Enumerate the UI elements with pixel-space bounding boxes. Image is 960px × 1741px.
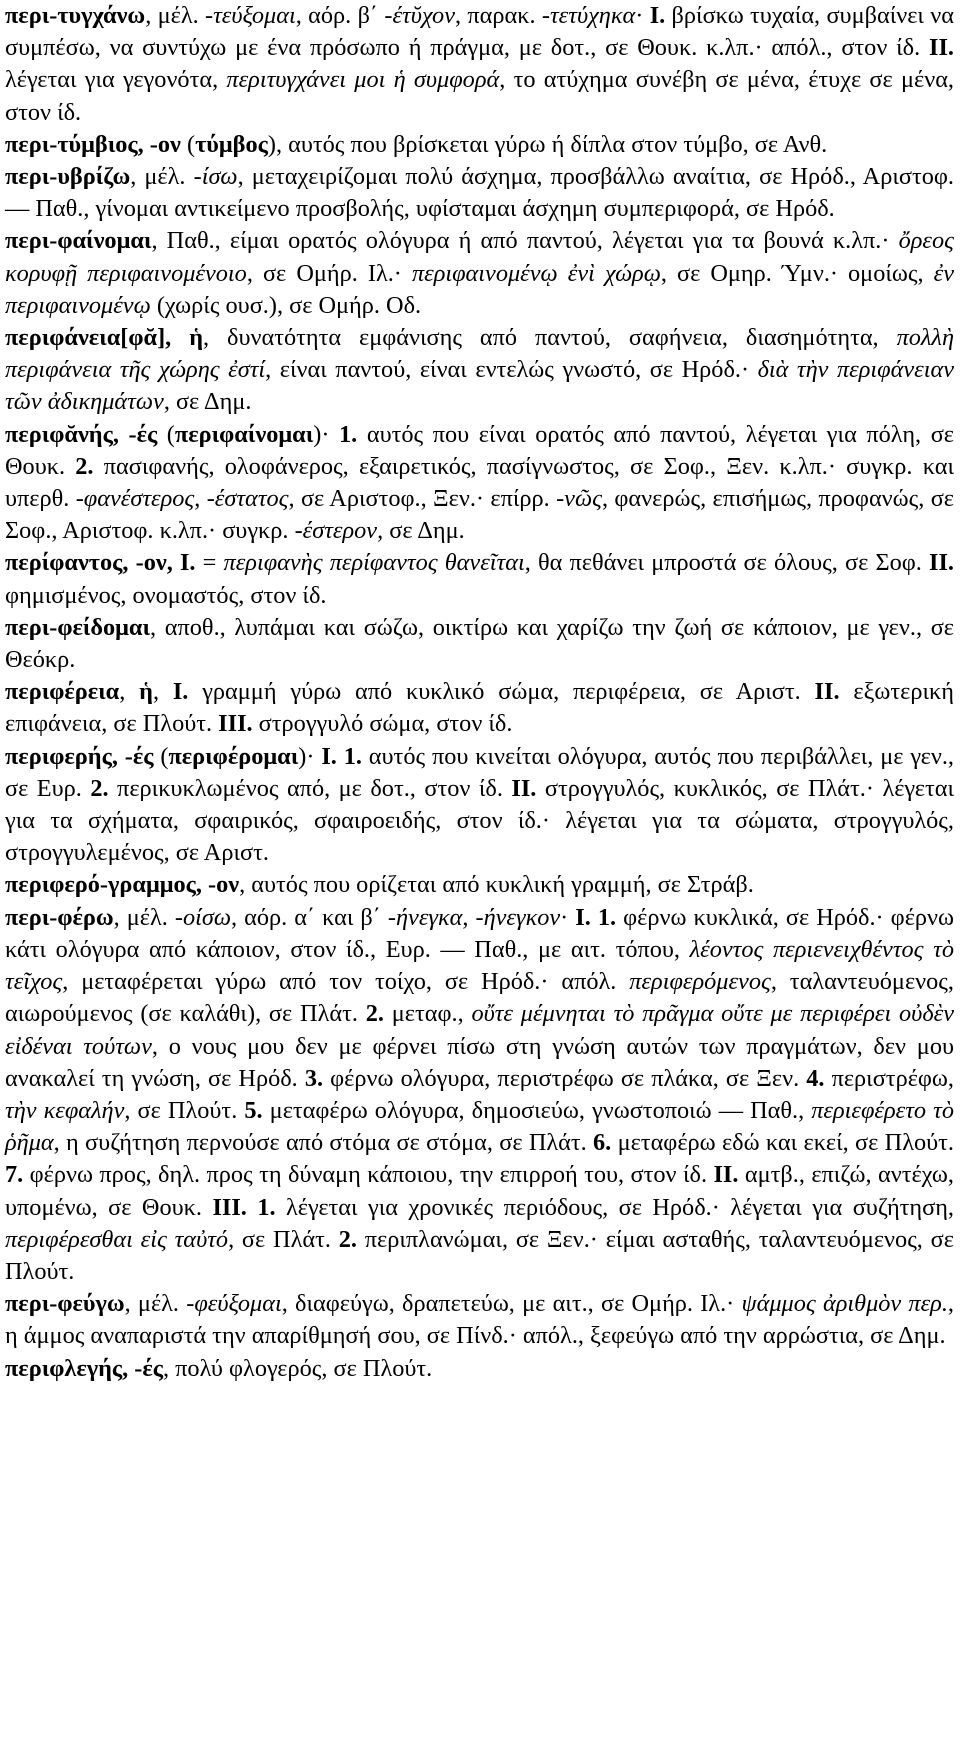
entry-text: , σε Ομηρ. Ύμν.· ομοίως, xyxy=(660,259,934,287)
dictionary-entry xyxy=(5,161,954,225)
italic-text: -φανέστερος xyxy=(75,485,195,513)
entry-text: αμτβ., επιζώ, αντέχω, υπομένω, σε Θουκ. xyxy=(5,1161,955,1221)
entry-text: , μεταχειρίζομαι πολύ άσχημα, προσβάλλω αναίτια, σε Ηρόδ., Αριστοφ. — Παθ., γίνομαι αντικείμενο προσβολής, υφίσταμαι άσχημη συμπεριφορά, σε Ηρόδ. xyxy=(5,163,954,223)
dictionary-entry xyxy=(5,869,954,901)
entry-text: φέρνω κυκλικά, σε Ηρόδ.· φέρνω κάτι ολόγυρα από κάποιον, στον ίδ., Ευρ. — Παθ., με αιτ. τόπου, xyxy=(5,903,955,963)
bold-text: II. xyxy=(814,678,840,706)
entry-text: , ο νους μου δεν με φέρνει πίσω στη γνώση αυτών των πραγμάτων, δεν μου ανακαλεί τη γνώση, σε Ηρόδ. xyxy=(5,1032,954,1092)
bold-text: II. xyxy=(511,774,537,802)
italic-text: πολλὴ περιφάνεια τῆς χώρης ἐστί xyxy=(5,324,954,384)
bold-text: 3. xyxy=(304,1064,324,1092)
entry-text: περιπλανώμαι, σε Ξεν.· είμαι ασταθής, ταλαντευόμενος, σε Πλούτ. xyxy=(5,1225,954,1285)
italic-text: -έστερον xyxy=(294,517,378,545)
entry-text: μεταφέρω ολόγυρα, δημοσιεύω, γνωστοποιώ — Παθ., xyxy=(262,1096,812,1124)
entry-text: λέγεται για γεγονότα, xyxy=(5,66,227,94)
entry-text: φέρνω ολόγυρα, περιστρέφω σε πλάκα, σε Ξεν. xyxy=(323,1064,807,1092)
entry-headword: περιφᾰνής, -ές xyxy=(5,420,158,448)
entry-headword: περιφάνεια[φᾰ], ἡ xyxy=(5,324,203,352)
entry-text: γραμμή γύρω από κυκλικό σώμα, περιφέρεια, σε Αριστ. xyxy=(188,678,815,706)
bold-text: 2. xyxy=(75,452,94,480)
dictionary-entry xyxy=(5,129,954,161)
entry-headword: περιφερό-γραμμος, -ον xyxy=(5,871,240,899)
bold-text: I. xyxy=(649,2,666,29)
entry-text: , σε Αριστοφ., Ξεν.· επίρρ. xyxy=(288,485,557,513)
dictionary-entry xyxy=(5,741,954,870)
entry-text: , σε Πλούτ. xyxy=(124,1096,245,1124)
entry-text: φέρνω προς, δηλ. προς τη δύναμη κάποιου, την επιρροή του, στον ίδ. xyxy=(23,1161,714,1189)
entry-text: αυτός που είναι ορατός από παντού, λέγεται για πόλη, σε Θουκ. xyxy=(5,420,955,480)
entry-text: , η άμμος αναπαριστά την απαρίθμησή σου, σε Πίνδ.· απόλ., ξεφεύγω από την αρρώστια, σε Δημ. xyxy=(5,1290,954,1350)
entry-text: , σε Δημ. xyxy=(163,388,252,416)
bold-text: 5. xyxy=(244,1096,263,1124)
entry-text: φημισμένος, ονομαστός, στον ίδ. xyxy=(5,581,327,609)
bold-text: I. 1. xyxy=(575,903,617,931)
entry-headword: περιφέρεια xyxy=(5,678,120,706)
italic-text: τὴν κεφαλήν xyxy=(5,1096,125,1124)
entry-text: , αποθ., λυπάμαι και σώζω, οικτίρω και χαρίζω την ζωή σε κάποιον, με γεν., σε Θεόκρ. xyxy=(5,613,954,674)
italic-text: -τεύξομαι xyxy=(205,2,296,29)
italic-text: διὰ τὴν περιφάνειαν τῶν ἀδικημάτων xyxy=(5,356,954,416)
entry-text: , σε Δημ. xyxy=(377,517,465,545)
entry-text: , αυτός που ορίζεται από κυκλική γραμμή, σε Στράβ. xyxy=(239,871,754,899)
entry-text: , Παθ., είμαι ορατός ολόγυρα ή από παντού, λέγεται για τα βουνά κ.λπ.· xyxy=(151,227,899,255)
entry-text: , xyxy=(462,903,476,931)
entry-text: βρίσκω τυχαία, συμβαίνει να συμπέσω, να συντύχω με ένα πρόσωπο ή πράγμα, με δοτ., σε Θουκ. κ.λπ.· απόλ., στον ίδ. xyxy=(5,2,955,62)
dictionary-entry xyxy=(5,225,954,322)
entry-text: , αόρ. β΄ xyxy=(295,2,385,29)
entry-text: · xyxy=(560,903,576,931)
bold-text: I. 1. xyxy=(321,742,362,770)
bold-text: περιφέρομαι xyxy=(168,742,299,770)
entry-headword: περιφερής, -ές xyxy=(5,742,154,770)
entry-text: , σε Ομήρ. Ιλ.· xyxy=(246,259,412,287)
entry-text: , xyxy=(152,678,173,706)
bold-text: III. xyxy=(218,710,253,738)
entry-text: = xyxy=(195,549,224,577)
bold-text: II. xyxy=(929,549,954,577)
entry-text: πασιφανής, ολοφάνερος, εξαιρετικός, πασίγνωστος, σε Σοφ., Ξεν. κ.λπ.· συγκρ. και υπερθ. xyxy=(5,452,954,513)
entry-text: , δυνατότητα εμφάνισης από παντού, σαφήνεια, διασημότητα, xyxy=(203,324,897,352)
dictionary-entry xyxy=(5,0,954,129)
entry-list xyxy=(5,0,954,1385)
bold-text: I. xyxy=(172,678,189,706)
italic-text: περιεφέρετο τὸ ῥῆμα xyxy=(5,1096,954,1157)
italic-text: ἐν περιφαινομένῳ xyxy=(5,259,955,319)
entry-text: , μεταφέρεται γύρω από τον τοίχο, σε Ηρόδ.· απόλ. xyxy=(62,968,630,996)
dictionary-entry xyxy=(5,547,954,611)
dictionary-entry xyxy=(5,902,954,1288)
bold-text: ἡ xyxy=(139,678,153,706)
italic-text: -ίσω xyxy=(193,163,238,191)
dictionary-entry xyxy=(5,322,954,419)
entry-text: , θα πεθάνει μπροστά σε όλους, σε Σοφ. xyxy=(524,549,929,577)
bold-text: 4. xyxy=(806,1064,825,1092)
italic-text: -έστατος xyxy=(206,485,289,513)
entry-text: , το ατύχημα συνέβη σε μένα, έτυχε σε μένα, στον ίδ. xyxy=(5,66,954,126)
italic-text: -νῶς xyxy=(556,485,602,513)
entry-text: περικυκλωμένος από, με δοτ., στον ίδ. xyxy=(108,774,512,802)
entry-text: μεταφέρω εδώ και εκεί, σε Πλούτ. xyxy=(611,1129,955,1157)
dictionary-entry xyxy=(5,1353,954,1385)
entry-text: , είναι παντού, είναι εντελώς γνωστό, σε Ηρόδ.· xyxy=(265,356,758,384)
entry-text: , xyxy=(119,678,140,706)
italic-text: περιφερόμενος xyxy=(629,968,771,996)
bold-text: 2. xyxy=(365,1000,384,1028)
bold-text: περιφαίνομαι xyxy=(174,420,314,448)
entry-text: λέγεται για χρονικές περιόδους, σε Ηρόδ.· λέγεται για συζήτηση, xyxy=(275,1193,954,1221)
entry-headword: περι-φέρω xyxy=(5,903,114,931)
entry-headword: περιφλεγής, -ές xyxy=(5,1354,163,1382)
entry-text: ( xyxy=(180,130,196,158)
italic-text: περιφαινομένῳ ἐνὶ χώρῳ xyxy=(411,259,661,287)
italic-text: περιτυγχάνει μοι ἡ συμφορά xyxy=(226,66,500,94)
entry-text: , φανερώς, επισήμως, προφανώς, σε Σοφ., Αριστοφ. κ.λπ.· συγκρ. xyxy=(5,485,955,545)
italic-text: -οίσω xyxy=(174,903,231,931)
entry-text: (χωρίς ουσ.), σε Ομήρ. Οδ. xyxy=(150,291,422,319)
entry-text: , μέλ. xyxy=(145,2,206,29)
entry-text: , xyxy=(194,485,207,513)
entry-text: , μέλ. xyxy=(130,163,194,191)
dictionary-entry xyxy=(5,676,954,740)
entry-text: , ταλαντευόμενος, αιωρούμενος (σε καλάθι), σε Πλάτ. xyxy=(5,968,954,1028)
entry-headword: περι-φεύγω xyxy=(5,1290,125,1318)
bold-text: 2. xyxy=(338,1225,357,1253)
italic-text: περιφανὴς περίφαντος θανεῖται xyxy=(223,549,525,577)
entry-text: ), αυτός που βρίσκεται γύρω ή δίπλα στον τύμβο, σε Ανθ. xyxy=(267,130,828,158)
entry-headword: περι-τύμβιος, -ον xyxy=(5,130,181,158)
italic-text: ὄρεος κορυφῇ περιφαινομένοιο xyxy=(5,227,954,287)
entry-text: , αόρ. α΄ και β΄ xyxy=(231,903,388,931)
dictionary-entry xyxy=(5,1288,954,1352)
italic-text: οὔτε μέμνηται τὸ πρᾶγμα οὔτε με περιφέρει οὐδὲν εἰδέναι τούτων xyxy=(5,1000,954,1060)
bold-text: 1. xyxy=(339,420,358,448)
entry-text: ( xyxy=(153,742,169,770)
entry-text: στρογγυλό σώμα, στον ίδ. xyxy=(252,710,513,738)
bold-text: II. xyxy=(713,1161,739,1189)
entry-text: περιστρέφω, xyxy=(824,1064,954,1092)
bold-text: 6. xyxy=(593,1129,612,1157)
entry-text: )· xyxy=(313,420,340,448)
bold-text: τύμβος xyxy=(195,130,268,158)
entry-text: , σε Πλάτ. xyxy=(228,1225,339,1253)
dictionary-entry xyxy=(5,612,954,676)
dictionary-entry xyxy=(5,419,954,548)
italic-text: λέοντος περιενειχθέντος τὸ τεῖχος xyxy=(5,935,954,996)
italic-text: ψάμμος ἀριθμὸν περ. xyxy=(741,1290,948,1318)
entry-text: , πολύ φλογερός, σε Πλούτ. xyxy=(163,1354,433,1382)
entry-text: στρογγυλός, κυκλικός, σε Πλάτ.· λέγεται για τα σχήματα, σφαιρικός, σφαιροειδής, στον ίδ.· λέγεται για τα σώματα, στρογγυλός, στρογγυλεμένος, σε Αριστ. xyxy=(5,774,954,867)
entry-text: μεταφ., xyxy=(383,1000,472,1028)
bold-text: III. 1. xyxy=(212,1193,276,1221)
bold-text: II. xyxy=(929,34,954,62)
entry-headword: περι-φείδομαι xyxy=(5,613,151,641)
entry-headword: περι-φαίνομαι xyxy=(5,227,152,255)
entry-text: )· xyxy=(298,742,322,770)
entry-headword: περίφαντος, -ον, I. xyxy=(5,549,196,577)
italic-text: -τετύχηκα xyxy=(541,2,636,29)
entry-text: · xyxy=(635,2,650,29)
entry-text: , η συζήτηση περνούσε από στόμα σε στόμα, σε Πλάτ. xyxy=(53,1129,594,1157)
italic-text: -ήνεγκα xyxy=(387,903,463,931)
entry-text: , μέλ. xyxy=(113,903,175,931)
entry-text: , παρακ. xyxy=(454,2,542,29)
entry-text: , διαφεύγω, δραπετεύω, με αιτ., σε Ομήρ. Ιλ.· xyxy=(281,1290,742,1318)
bold-text: 7. xyxy=(5,1161,24,1189)
entry-headword: περι-υβρίζω xyxy=(5,163,131,191)
entry-text: , μέλ. xyxy=(124,1290,187,1318)
entry-text: αυτός που κινείται ολόγυρα, αυτός που περιβάλλει, με γεν., σε Ευρ. xyxy=(5,742,954,802)
italic-text: -ήνεγκον xyxy=(475,903,561,931)
entry-text: ( xyxy=(157,420,175,448)
entry-headword: περι-τυγχάνω xyxy=(5,2,146,29)
entry-text: εξωτερική επιφάνεια, σε Πλούτ. xyxy=(5,678,954,738)
italic-text: -φεύξομαι xyxy=(186,1290,282,1318)
italic-text: περιφέρεσθαι εἰς ταὐτό xyxy=(5,1225,229,1253)
bold-text: 2. xyxy=(90,774,109,802)
italic-text: -έτῠχον xyxy=(384,2,455,29)
